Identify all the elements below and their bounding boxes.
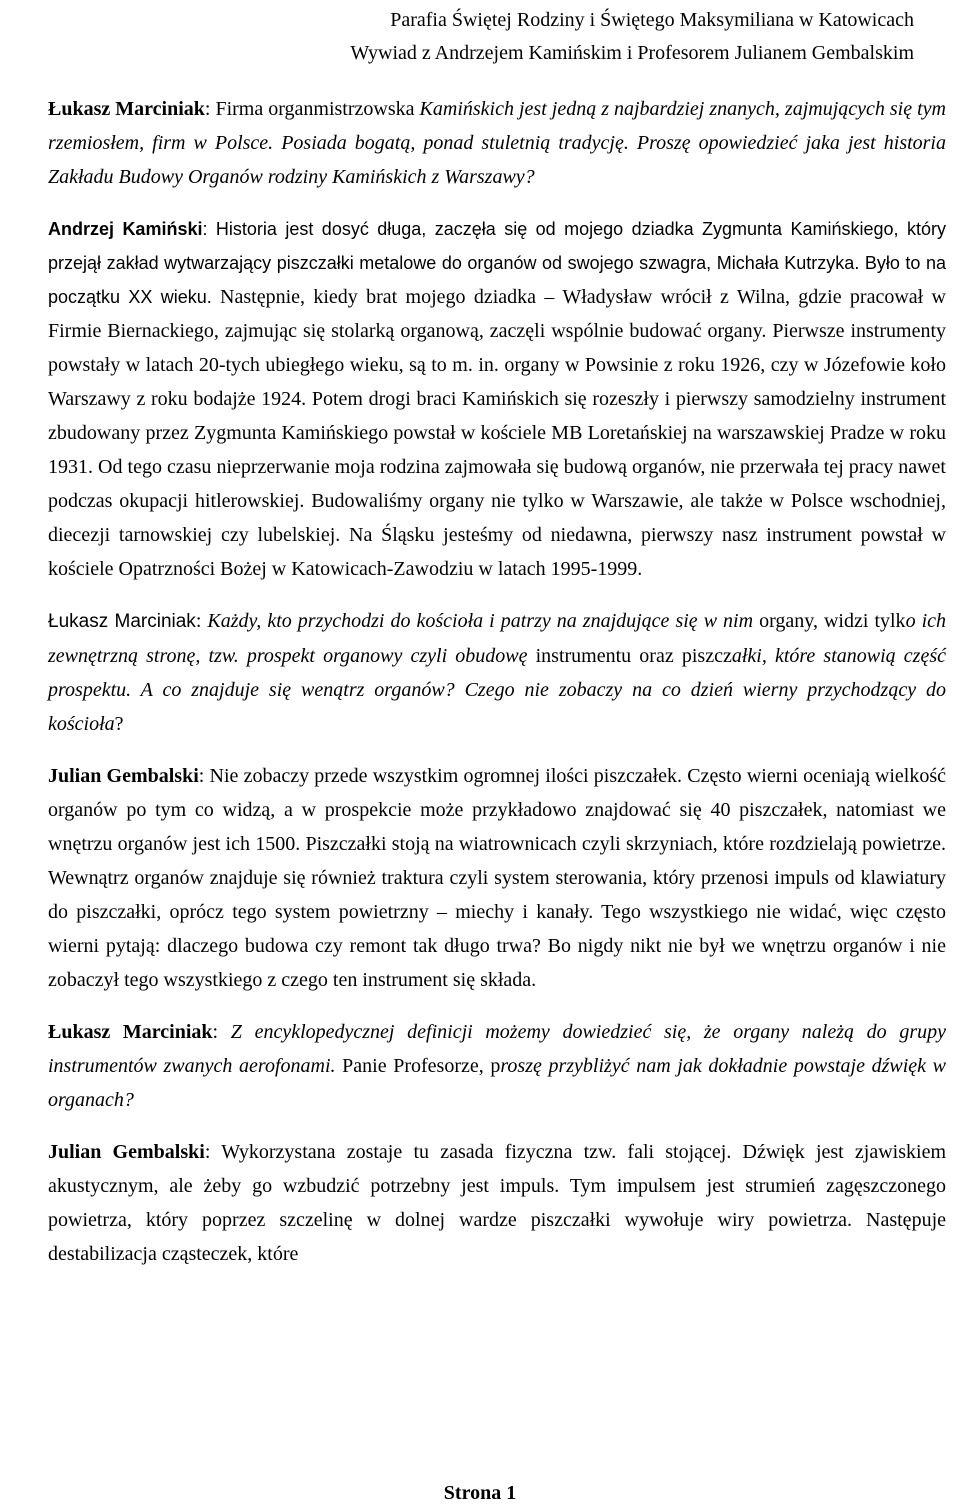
- speaker-name: Andrzej Kamiński: [48, 219, 203, 239]
- paragraph-text: : Firma organmistrzowska: [204, 98, 420, 120]
- paragraph-text: ?: [114, 713, 124, 735]
- speaker-name: Julian Gembalski: [48, 1141, 205, 1163]
- paragraph-question-2: [48, 604, 946, 741]
- page-number: Strona 1: [443, 1482, 517, 1504]
- paragraph-answer-3: [48, 1135, 946, 1271]
- speaker-name: Łukasz Marciniak: [48, 1021, 213, 1043]
- paragraph-text: : Historia jest dosyć długa, zaczęła się od mojego dziadka Zygmunta Kamińskiego, który przejął zakład wytwarzający piszczałki metalowe do organów od swojego szwagra, Michała Kutrzyka. Było to na początku XX wieku.: [48, 219, 946, 307]
- question-text: Z encyklopedycznej definicji możemy dowiedzieć się, że organy należą do grupy instrumentów zwanych aerofonami.: [48, 1021, 946, 1077]
- paragraph-answer-1: [48, 212, 946, 586]
- paragraph-text: :: [212, 1021, 231, 1043]
- paragraph-text: : Wykorzystana zostaje tu zasada fizyczna tzw. fali stojącej. Dźwięk jest zjawiskiem akustycznym, ale żeby go wzbudzić potrzebny jest impuls. Tym impulsem jest strumień zagęszczonego powietrza, który poprzez szczelinę w dolnej wardze piszczałki wywołuje wiry powietrza. Następuje destabilizacja cząsteczek, które: [48, 1141, 947, 1265]
- question-text: Kamińskich jest jedną z najbardziej znanych, zajmujących się tym rzemiosłem, firm w Polsce. Posiada bogatą, ponad stuletnią tradycję. Proszę opowiedzieć jaka jest historia Zakładu Budowy Organów rodziny Kamińskich z Warszawy?: [48, 98, 947, 188]
- paragraph-text: Panie Profesorze, p: [335, 1055, 501, 1077]
- paragraph-text: :: [195, 610, 208, 632]
- question-text: roszę przybliżyć nam jak dokładnie powstaje dźwięk w organach?: [48, 1055, 947, 1111]
- paragraph-answer-2: [48, 759, 946, 997]
- speaker-name: Łukasz Marciniak: [48, 611, 196, 632]
- speaker-name: Julian Gembalski: [48, 765, 199, 787]
- speaker-name: Łukasz Marciniak: [48, 98, 205, 120]
- paragraph-text: instrumentu oraz piszcz: [527, 645, 732, 667]
- paragraph-text: : Nie zobaczy przede wszystkim ogromnej ilości piszczałek. Często wierni oceniają wielkość organów po tym co widzą, a w prospekcie może przykładowo znajdować się 40 piszczałek, natomiast we wnętrzu organów jest ich 1500. Piszczałki stoją na wiatrownicach czyli skrzyniach, które rozdzielają powietrze. Wewnątrz organów znajduje się również traktura czyli system sterowania, który przenosi impuls od klawiatury do piszczałki, oprócz tego system powietrzny – miechy i kanały. Tego wszystkiego nie widać, więc często wierni pytają: dlaczego budowa czy remont tak długo trwa? Bo nigdy nikt nie był we wnętrzu organów i nie zobaczył tego wszystkiego z czego ten instrument się składa.: [48, 765, 946, 991]
- document-header: [350, 4, 914, 70]
- header-parish-name: Parafia Świętej Rodziny i Świętego Maksymiliana w Katowicach: [390, 9, 914, 31]
- paragraph-question-3: [48, 1015, 946, 1117]
- paragraph-question-1: [48, 92, 946, 194]
- question-text: o ich zewnętrzną stronę, tzw. prospekt organowy czyli obudowę: [48, 610, 947, 667]
- document-body: [48, 92, 946, 1289]
- paragraph-text: organy, widzi tylk: [753, 610, 906, 632]
- header-interview-title: Wywiad z Andrzejem Kamińskim i Profesorem Julianem Gembalskim: [350, 42, 914, 64]
- question-text: Każdy, kto przychodzi do kościoła i patrzy na znajdujące się w nim: [207, 610, 754, 632]
- question-text: ałki, które stanowią część prospektu. A co znajduje się wenątrz organów? Czego nie zobaczy na co dzień wierny przychodzący do kościoła: [48, 645, 946, 735]
- paragraph-text-continued: Następnie, kiedy brat mojego dziadka – Władysław wrócił z Wilna, gdzie pracował w Firmie Biernackiego, zajmując się stolarką organową, zaczęli wspólnie budować organy. Pierwsze instrumenty powstały w latach 20-tych ubiegłego wieku, są to m. in. organy w Powsinie z roku 1926, czy w Józefowie koło Warszawy z roku bodajże 1924. Potem drogi braci Kamińskich się rozeszły i pierwszy samodzielny instrument zbudowany przez Zygmunta Kamińskiego powstał w kościele MB Loretańskiej na warszawskiej Pradze w roku 1931. Od tego czasu nieprzerwanie moja rodzina zajmowała się budową organów, nie przerwała tej pracy nawet podczas okupacji hitlerowskiej. Budowaliśmy organy nie tylko w Warszawie, ale także w Polsce wschodniej, diecezji tarnowskiej czy lubelskiej. Na Śląsku jesteśmy od niedawna, pierwszy nasz instrument powstał w kościele Opatrzności Bożej w Katowicach-Zawodziu w latach 1995-1999.: [48, 286, 946, 580]
